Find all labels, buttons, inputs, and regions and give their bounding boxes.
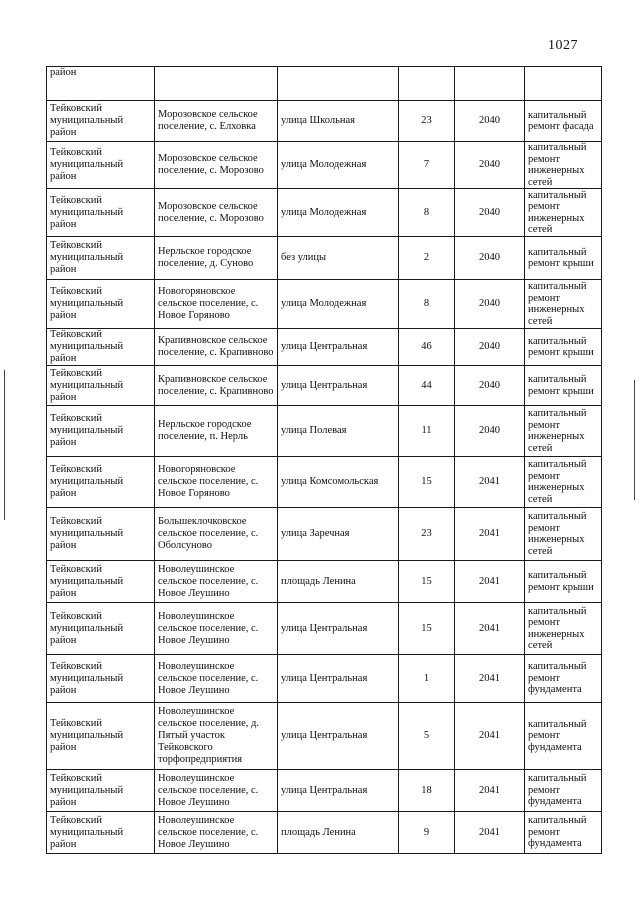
year-cell: 2041 [455,770,525,812]
street-cell: улица Заречная [278,508,399,561]
work-cell: капитальный ремонт инженерных сетей [525,189,602,237]
street-cell: улица Молодежная [278,142,399,189]
house-cell: 23 [399,101,455,142]
work-cell: капитальный ремонт крыши [525,366,602,406]
street-cell: площадь Ленина [278,812,399,854]
settlement-cell: Морозовское сельское поселение, с. Морозово [155,142,278,189]
area-cell: Тейковский муниципальный район [47,603,155,655]
settlement-cell: Морозовское сельское поселение, с. Елховка [155,101,278,142]
house-cell: 15 [399,603,455,655]
area-cell: Тейковский муниципальный район [47,406,155,457]
area-cell: Тейковский муниципальный район [47,655,155,703]
settlement-cell: Новолеушинское сельское поселение, с. Новое Леушино [155,655,278,703]
area-cell: Тейковский муниципальный район [47,280,155,329]
street-cell: улица Центральная [278,329,399,366]
work-cell: капитальный ремонт инженерных сетей [525,508,602,561]
work-cell [525,67,602,101]
work-cell: капитальный ремонт инженерных сетей [525,457,602,508]
settlement-cell: Новогоряновское сельское поселение, с. Новое Горяново [155,280,278,329]
house-cell: 7 [399,142,455,189]
area-cell: Тейковский муниципальный район [47,142,155,189]
work-cell: капитальный ремонт крыши [525,329,602,366]
table-row [47,770,602,812]
left-margin-mark [4,370,5,520]
settlement-cell: Нерльское городское поселение, д. Суново [155,237,278,280]
house-cell: 1 [399,655,455,703]
street-cell: улица Центральная [278,655,399,703]
work-cell: капитальный ремонт инженерных сетей [525,280,602,329]
table-row [47,280,602,329]
work-cell: капитальный ремонт крыши [525,237,602,280]
house-cell: 46 [399,329,455,366]
street-cell: улица Центральная [278,366,399,406]
street-cell: улица Школьная [278,101,399,142]
area-cell: Тейковский муниципальный район [47,189,155,237]
area-cell: район [47,67,155,101]
year-cell: 2041 [455,703,525,770]
work-cell: капитальный ремонт фундамента [525,703,602,770]
year-cell: 2040 [455,142,525,189]
street-cell: площадь Ленина [278,561,399,603]
street-cell: улица Центральная [278,603,399,655]
settlement-cell: Новолеушинское сельское поселение, с. Новое Леушино [155,770,278,812]
area-cell: Тейковский муниципальный район [47,237,155,280]
table-row [47,457,602,508]
table-row [47,101,602,142]
settlement-cell: Крапивновское сельское поселение, с. Крапивново [155,329,278,366]
house-cell: 5 [399,703,455,770]
work-cell: капитальный ремонт фундамента [525,770,602,812]
work-cell: капитальный ремонт инженерных сетей [525,603,602,655]
house-cell: 18 [399,770,455,812]
settlement-cell: Большеклочковское сельское поселение, с. Оболсуново [155,508,278,561]
table-row [47,703,602,770]
table-row [47,561,602,603]
house-cell: 23 [399,508,455,561]
street-cell [278,67,399,101]
house-cell: 8 [399,189,455,237]
settlement-cell [155,67,278,101]
area-cell: Тейковский муниципальный район [47,329,155,366]
table-row [47,329,602,366]
work-cell: капитальный ремонт фундамента [525,655,602,703]
house-cell [399,67,455,101]
house-cell: 9 [399,812,455,854]
street-cell: улица Комсомольская [278,457,399,508]
area-cell: Тейковский муниципальный район [47,561,155,603]
settlement-cell: Новолеушинское сельское поселение, с. Новое Леушино [155,561,278,603]
table-row [47,366,602,406]
area-cell: Тейковский муниципальный район [47,101,155,142]
table-row-fragment [47,67,602,101]
year-cell: 2040 [455,280,525,329]
table-row [47,508,602,561]
work-cell: капитальный ремонт инженерных сетей [525,142,602,189]
table-row [47,189,602,237]
work-cell: капитальный ремонт фундамента [525,812,602,854]
settlement-cell: Морозовское сельское поселение, с. Морозово [155,189,278,237]
settlement-cell: Новолеушинское сельское поселение, д. Пятый участок Тейковского торфопредприятия [155,703,278,770]
street-cell: без улицы [278,237,399,280]
settlement-cell: Нерльское городское поселение, п. Нерль [155,406,278,457]
house-cell: 8 [399,280,455,329]
street-cell: улица Центральная [278,770,399,812]
street-cell: улица Полевая [278,406,399,457]
year-cell [455,67,525,101]
right-margin-mark [634,380,635,500]
table-row [47,237,602,280]
area-cell: Тейковский муниципальный район [47,366,155,406]
year-cell: 2041 [455,561,525,603]
house-cell: 15 [399,561,455,603]
year-cell: 2040 [455,406,525,457]
year-cell: 2040 [455,101,525,142]
year-cell: 2041 [455,457,525,508]
table-row [47,655,602,703]
area-cell: Тейковский муниципальный район [47,703,155,770]
settlement-cell: Крапивновское сельское поселение, с. Крапивново [155,366,278,406]
area-cell: Тейковский муниципальный район [47,508,155,561]
year-cell: 2040 [455,329,525,366]
year-cell: 2040 [455,237,525,280]
year-cell: 2041 [455,812,525,854]
table-row [47,406,602,457]
area-cell: Тейковский муниципальный район [47,812,155,854]
table-row [47,142,602,189]
house-cell: 11 [399,406,455,457]
settlement-cell: Новогоряновское сельское поселение, с. Новое Горяново [155,457,278,508]
house-cell: 2 [399,237,455,280]
work-cell: капитальный ремонт инженерных сетей [525,406,602,457]
house-cell: 44 [399,366,455,406]
street-cell: улица Молодежная [278,189,399,237]
table-row [47,812,602,854]
year-cell: 2040 [455,189,525,237]
house-cell: 15 [399,457,455,508]
area-cell: Тейковский муниципальный район [47,770,155,812]
year-cell: 2040 [455,366,525,406]
street-cell: улица Центральная [278,703,399,770]
table-row [47,603,602,655]
page-number: 1027 [548,38,578,53]
area-cell: Тейковский муниципальный район [47,457,155,508]
repair-schedule-table [46,66,602,854]
settlement-cell: Новолеушинское сельское поселение, с. Новое Леушино [155,603,278,655]
year-cell: 2041 [455,655,525,703]
year-cell: 2041 [455,508,525,561]
year-cell: 2041 [455,603,525,655]
street-cell: улица Молодежная [278,280,399,329]
work-cell: капитальный ремонт крыши [525,561,602,603]
settlement-cell: Новолеушинское сельское поселение, с. Новое Леушино [155,812,278,854]
work-cell: капитальный ремонт фасада [525,101,602,142]
